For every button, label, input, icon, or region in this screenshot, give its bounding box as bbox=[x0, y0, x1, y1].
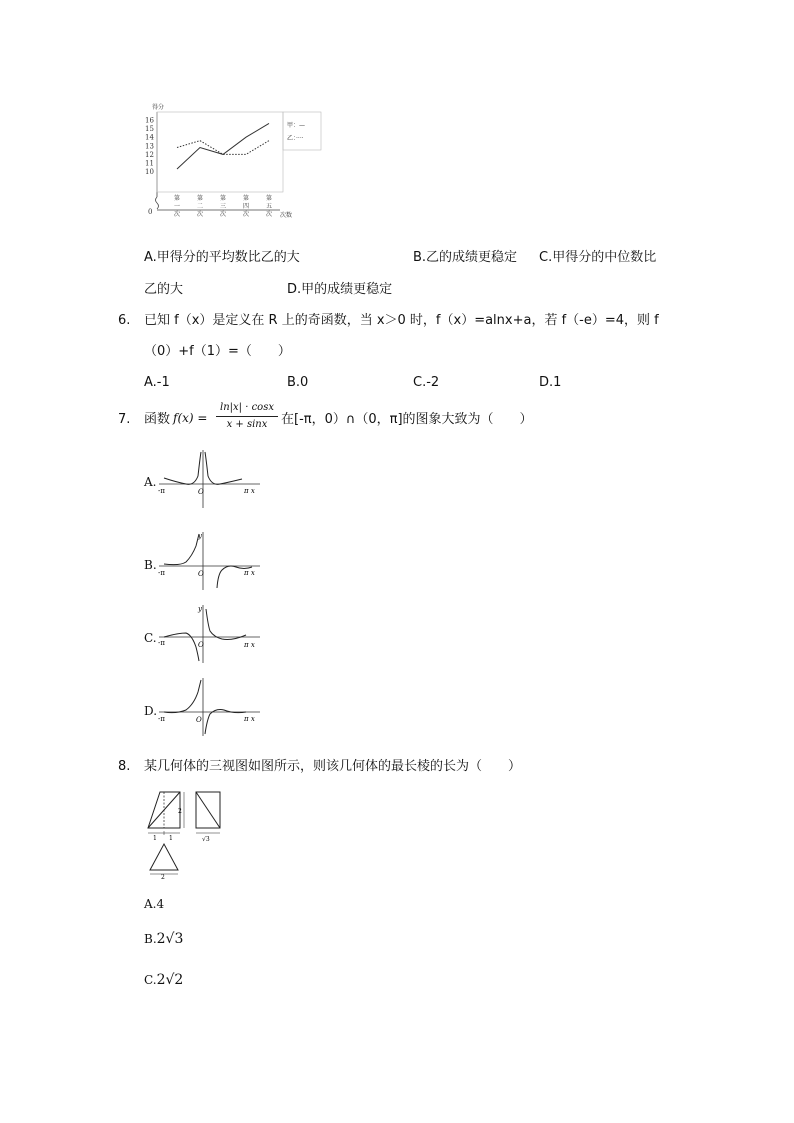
q6-line2: （0）+f（1）=（ ） bbox=[144, 344, 291, 359]
q8-option-a bbox=[144, 895, 164, 913]
q7-numerator: ln|x| · cosx bbox=[220, 402, 274, 413]
q7-fraction-bar bbox=[216, 416, 278, 417]
q6-option-d: D.1 bbox=[539, 375, 562, 390]
x-tick-label: 第 bbox=[197, 195, 204, 202]
q6-option-b: B.0 bbox=[287, 375, 309, 390]
curve-right bbox=[205, 452, 242, 484]
q7-func-lhs: f(x) = bbox=[173, 411, 208, 425]
y-tick-label: 12 bbox=[145, 150, 154, 159]
q5-option-b: B.乙的成绩更稳定 bbox=[413, 250, 518, 265]
chart-legend bbox=[283, 112, 321, 150]
chart-origin: 0 bbox=[148, 208, 153, 216]
q7-denominator: x + sinx bbox=[226, 419, 268, 430]
option-label: B. bbox=[144, 932, 157, 946]
front-view bbox=[148, 792, 184, 842]
q7-prefix: 函数 bbox=[144, 412, 171, 427]
curve-right bbox=[206, 609, 246, 640]
chart-xlabel: 次数 bbox=[280, 212, 293, 219]
neg-pi-label: -π bbox=[158, 569, 165, 577]
q7-number: 7. bbox=[118, 412, 131, 427]
option-value: 2√2 bbox=[156, 972, 184, 988]
q7-option-c-graph bbox=[156, 603, 266, 665]
q7-option-a-graph bbox=[156, 448, 266, 510]
q6-number: 6. bbox=[118, 313, 131, 328]
q5-option-d: D.甲的成绩更稳定 bbox=[287, 282, 393, 297]
top-w-label: 2 bbox=[161, 874, 165, 880]
plot-frame bbox=[157, 112, 283, 192]
origin-label: O bbox=[198, 570, 204, 578]
q5-option-c: C.甲得分的中位数比 bbox=[539, 250, 657, 265]
q7-option-c-label: C. bbox=[144, 631, 157, 645]
y-tick-label: 13 bbox=[145, 142, 154, 151]
x-tick-label: 次 bbox=[266, 211, 273, 218]
neg-pi-label: -π bbox=[158, 487, 165, 495]
front-w1-label: 1 bbox=[153, 835, 157, 842]
y-tick-label: 11 bbox=[145, 159, 154, 168]
y-tick-label: 10 bbox=[145, 168, 154, 177]
option-value: 4 bbox=[156, 897, 165, 911]
x-tick-label: 三 bbox=[220, 203, 227, 210]
q7-suffix: 在[-π，0）∩（0，π]的图象大致为（ ） bbox=[281, 412, 533, 427]
curve-left bbox=[164, 680, 201, 713]
legend-yi: 乙：···· bbox=[287, 135, 304, 142]
x-tick-label: 第 bbox=[243, 195, 250, 202]
y-tick-label: 14 bbox=[145, 133, 154, 142]
q6-option-a: A.-1 bbox=[144, 375, 170, 390]
front-w2-label: 1 bbox=[169, 835, 173, 842]
x-tick-label: 次 bbox=[197, 211, 204, 218]
y-tick-label: 15 bbox=[145, 125, 154, 134]
y-tick-label: 16 bbox=[145, 116, 154, 125]
neg-pi-label: -π bbox=[158, 639, 165, 647]
x-tick-label: 第 bbox=[174, 195, 181, 202]
origin-label: O bbox=[198, 488, 204, 496]
pi-x-label: π x bbox=[244, 487, 255, 495]
q8-option-b bbox=[144, 930, 183, 948]
option-value: 2√3 bbox=[156, 931, 184, 947]
q5-option-c-cont: 乙的大 bbox=[144, 282, 184, 297]
x-tick-label: 五 bbox=[266, 203, 273, 210]
q8-text: 某几何体的三视图如图所示，则该几何体的最长棱的长为（ ） bbox=[144, 759, 522, 774]
series-line-1 bbox=[177, 141, 269, 155]
chart-ylabel: 得分 bbox=[152, 104, 165, 111]
curve-left bbox=[164, 452, 201, 484]
three-view-figure bbox=[142, 788, 242, 880]
side-view bbox=[196, 792, 220, 843]
score-line-chart bbox=[140, 100, 325, 225]
q8-number: 8. bbox=[118, 759, 131, 774]
q7-option-b-graph bbox=[156, 530, 266, 592]
q6-line1: 已知 f（x）是定义在 R 上的奇函数，当 x＞0 时，f（x）=alnx+a，若 f（-e）=4，则 f bbox=[144, 313, 659, 328]
q7-option-b-label: B. bbox=[144, 558, 157, 572]
x-tick-label: 第 bbox=[266, 195, 273, 202]
q6-option-c: C.-2 bbox=[413, 375, 440, 390]
pi-x-label: π x bbox=[244, 569, 255, 577]
curve-left bbox=[164, 534, 199, 565]
pi-x-label: π x bbox=[244, 641, 255, 649]
option-label: C. bbox=[144, 973, 157, 987]
top-view bbox=[150, 844, 178, 880]
curve-right bbox=[205, 710, 246, 735]
x-tick-label: 第 bbox=[220, 195, 227, 202]
x-tick-label: 次 bbox=[174, 211, 181, 218]
q7-option-d-label: D. bbox=[144, 704, 158, 718]
x-tick-label: 一 bbox=[174, 203, 181, 210]
side-w-label: √3 bbox=[202, 836, 210, 843]
q8-option-c bbox=[144, 971, 183, 989]
q7-option-a-label: A. bbox=[144, 475, 157, 489]
q7-option-d-graph bbox=[156, 676, 266, 738]
origin-label: O bbox=[198, 641, 204, 649]
legend-jia: 甲：— bbox=[287, 122, 306, 129]
front-h-label: 2 bbox=[178, 808, 182, 815]
x-tick-label: 二 bbox=[197, 203, 204, 210]
neg-pi-label: -π bbox=[158, 715, 165, 723]
pi-x-label: π x bbox=[244, 715, 255, 723]
y-label: y bbox=[198, 605, 202, 613]
option-label: A. bbox=[144, 897, 157, 911]
x-tick-label: 四 bbox=[243, 203, 250, 210]
series-line-0 bbox=[177, 123, 269, 169]
origin-label: O bbox=[196, 716, 202, 724]
y-label: y bbox=[198, 532, 202, 540]
q5-option-a: A.甲得分的平均数比乙的大 bbox=[144, 250, 300, 265]
axis-break bbox=[156, 197, 159, 209]
x-tick-label: 次 bbox=[243, 211, 250, 218]
x-tick-label: 次 bbox=[220, 211, 227, 218]
